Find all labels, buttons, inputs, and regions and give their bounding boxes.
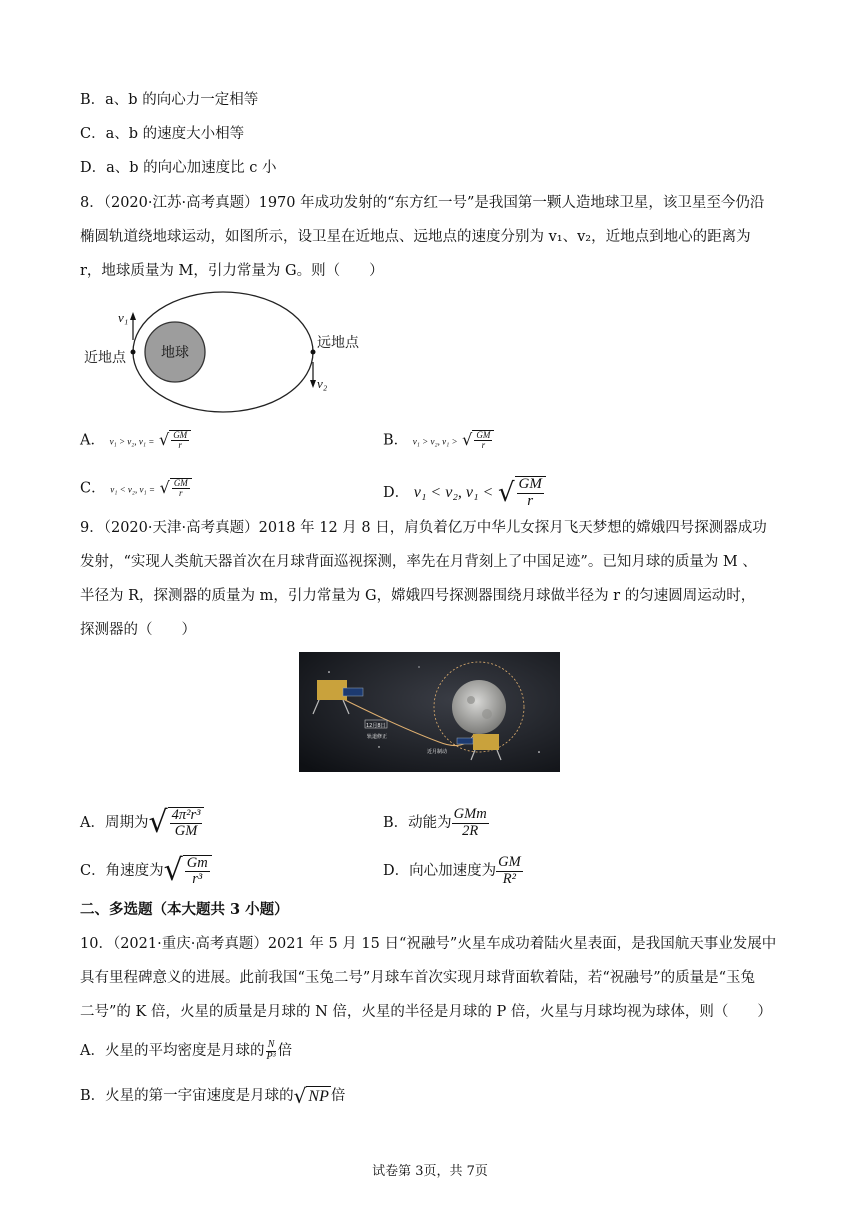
q8-option-d <box>383 476 546 510</box>
q10-stem-line3: 二号”的 K 倍，火星的质量是月球的 N 倍，火星的半径是月球的 P 倍，火星与月球均视为球体，则（ ） <box>80 1004 772 1020</box>
moon-crater <box>467 696 475 704</box>
section-heading: 二、多选题（本大题共 3 小题） <box>80 901 289 918</box>
v1-arrowhead <box>130 312 136 320</box>
v1-label: v₁ <box>118 310 129 325</box>
q8-stem-line1: 8．（2020·江苏·高考真题）1970 年成功发射的“东方红一号”是我国第一颗人造地球卫星，该卫星至今仍沿 <box>80 195 765 211</box>
sqrt-expression: √ NP <box>293 1084 329 1108</box>
option-relation: v₁ < v₂, v₁ < <box>413 483 494 501</box>
q8-option-b <box>383 430 494 451</box>
perigee-point <box>131 350 136 355</box>
q10-stem-line1: 10．（2021·重庆·高考真题）2021 年 5 月 15 日“祝融号”火星车成功着陆火星表面，是我国航天事业发展中 <box>80 936 777 952</box>
orbit-diagram <box>80 290 380 420</box>
v2-arrowhead <box>310 380 316 388</box>
apogee-label: 远地点 <box>317 335 359 351</box>
fraction <box>264 1040 277 1062</box>
fraction-denominator: r³ <box>192 871 203 887</box>
option-relation: v₁ > v₂, v₁ = <box>109 436 155 447</box>
q9-option-c <box>80 853 212 889</box>
q9-option-d <box>383 853 523 889</box>
q10-option-a <box>80 1036 292 1066</box>
star <box>378 746 379 747</box>
star <box>328 671 330 673</box>
fraction <box>452 807 489 838</box>
fraction-denominator: r <box>179 488 183 499</box>
fraction-numerator: GMm <box>453 806 487 823</box>
fraction-numerator: Gm <box>186 854 208 871</box>
q10-stem-line2: 具有里程碑意义的进展。此前我国“玉兔二号”月球车首次实现月球背面软着陆，若“祝融号”的质量是“玉兔 <box>80 970 756 986</box>
change4-illustration <box>299 652 560 772</box>
option-text: D．向心加速度为 <box>383 863 497 879</box>
q9-stem-line3: 半径为 R，探测器的质量为 m，引力常量为 G，嫦娥四号探测器围绕月球做半径为 r 的匀速圆周运动时， <box>80 588 756 604</box>
fraction-numerator: GM <box>173 430 188 440</box>
option-letter: A． <box>80 432 105 449</box>
perigee-label: 近地点 <box>84 350 126 366</box>
q8-option-a <box>80 430 191 451</box>
star <box>418 666 419 667</box>
q9-option-b <box>383 805 489 841</box>
q7-option-d: D．a、b 的向心加速度比 c 小 <box>80 160 277 176</box>
option-relation: v₁ < v₂, v₁ = <box>110 484 155 495</box>
apogee-point <box>311 350 316 355</box>
fraction-denominator: r <box>527 492 534 509</box>
sqrt-expression: √ $\frac{GM}{r}$ <box>498 476 546 510</box>
v2-label: v₂ <box>317 376 328 391</box>
q7-option-c: C．a、b 的速度大小相等 <box>80 126 245 142</box>
moon-crater <box>482 709 492 719</box>
q9-stem-line4: 探测器的（ ） <box>80 622 196 638</box>
radicand: NP <box>308 1087 329 1105</box>
fraction-denominator: R² <box>502 870 517 887</box>
fraction-numerator: 4π²r³ <box>171 806 201 823</box>
option-text: A．周期为 <box>80 815 149 831</box>
fraction-denominator: P³ <box>266 1050 276 1062</box>
option-text: C．角速度为 <box>80 863 164 879</box>
tag-date: 12月8日 <box>366 723 386 729</box>
fraction-denominator: GM <box>174 823 198 839</box>
star <box>538 751 540 753</box>
q9-stem-line2: 发射，“实现人类航天器首次在月球背面巡视探测，率先在月背刻上了中国足迹”。已知月球的质量为 M 、 <box>80 554 757 570</box>
option-suffix: 倍 <box>277 1043 293 1059</box>
option-text: B．动能为 <box>383 815 452 831</box>
fraction-denominator: r <box>178 440 182 451</box>
q10-option-b <box>80 1082 345 1110</box>
q8-stem-line2: 椭圆轨道绕地球运动，如图所示，设卫星在近地点、远地点的速度分别为 v₁、v₂，近地点到地心的距离为 <box>80 229 751 245</box>
sqrt-expression: √ $\frac{GM}{r}$ <box>462 430 494 451</box>
q7-option-b: B．a、b 的向心力一定相等 <box>80 92 259 108</box>
fraction-numerator: GM <box>173 478 188 488</box>
sqrt-expression: √ $\frac{GM}{r}$ <box>159 430 191 451</box>
option-letter: C． <box>80 480 106 497</box>
fraction-numerator: GM <box>518 476 542 492</box>
option-letter: B． <box>383 432 409 449</box>
page-footer: 试卷第 3页，共 7页 <box>372 1164 488 1179</box>
earth-label: 地球 <box>161 345 189 361</box>
fraction-denominator: r <box>481 440 486 451</box>
fraction-numerator: N <box>267 1039 275 1050</box>
moon <box>452 680 506 734</box>
sqrt-expression: √ $\frac{GM}{r}$ <box>160 478 192 499</box>
tag-correction: 轨道修正 <box>367 734 388 740</box>
q8-stem-line3: r，地球质量为 M，引力常量为 G。则（ ） <box>80 263 384 279</box>
fraction-denominator: 2R <box>462 822 479 839</box>
q9-option-a <box>80 805 204 841</box>
option-text: A．火星的平均密度是月球的 <box>80 1043 265 1059</box>
q9-stem-line1: 9．（2020·天津·高考真题）2018 年 12 月 8 日，肩负着亿万中华儿女探月飞天梦想的嫦娥四号探测器成功 <box>80 520 767 536</box>
option-text: B．火星的第一宇宙速度是月球的 <box>80 1088 294 1104</box>
sqrt-expression: √ $\frac{\text{4π²r³}}{GM}$ <box>148 807 204 839</box>
option-letter: D． <box>383 484 410 501</box>
option-relation: v₁ > v₂, v₁ > <box>412 436 458 447</box>
sqrt-expression: √ $\frac{Gm}{\text{r³}}$ <box>164 855 212 887</box>
fraction-numerator: GM <box>498 854 521 871</box>
fraction <box>496 855 523 886</box>
q8-option-c <box>80 478 192 499</box>
tag-braking: 近月制动 <box>427 749 448 755</box>
option-suffix: 倍 <box>330 1088 346 1104</box>
fraction-numerator: GM <box>476 430 491 440</box>
